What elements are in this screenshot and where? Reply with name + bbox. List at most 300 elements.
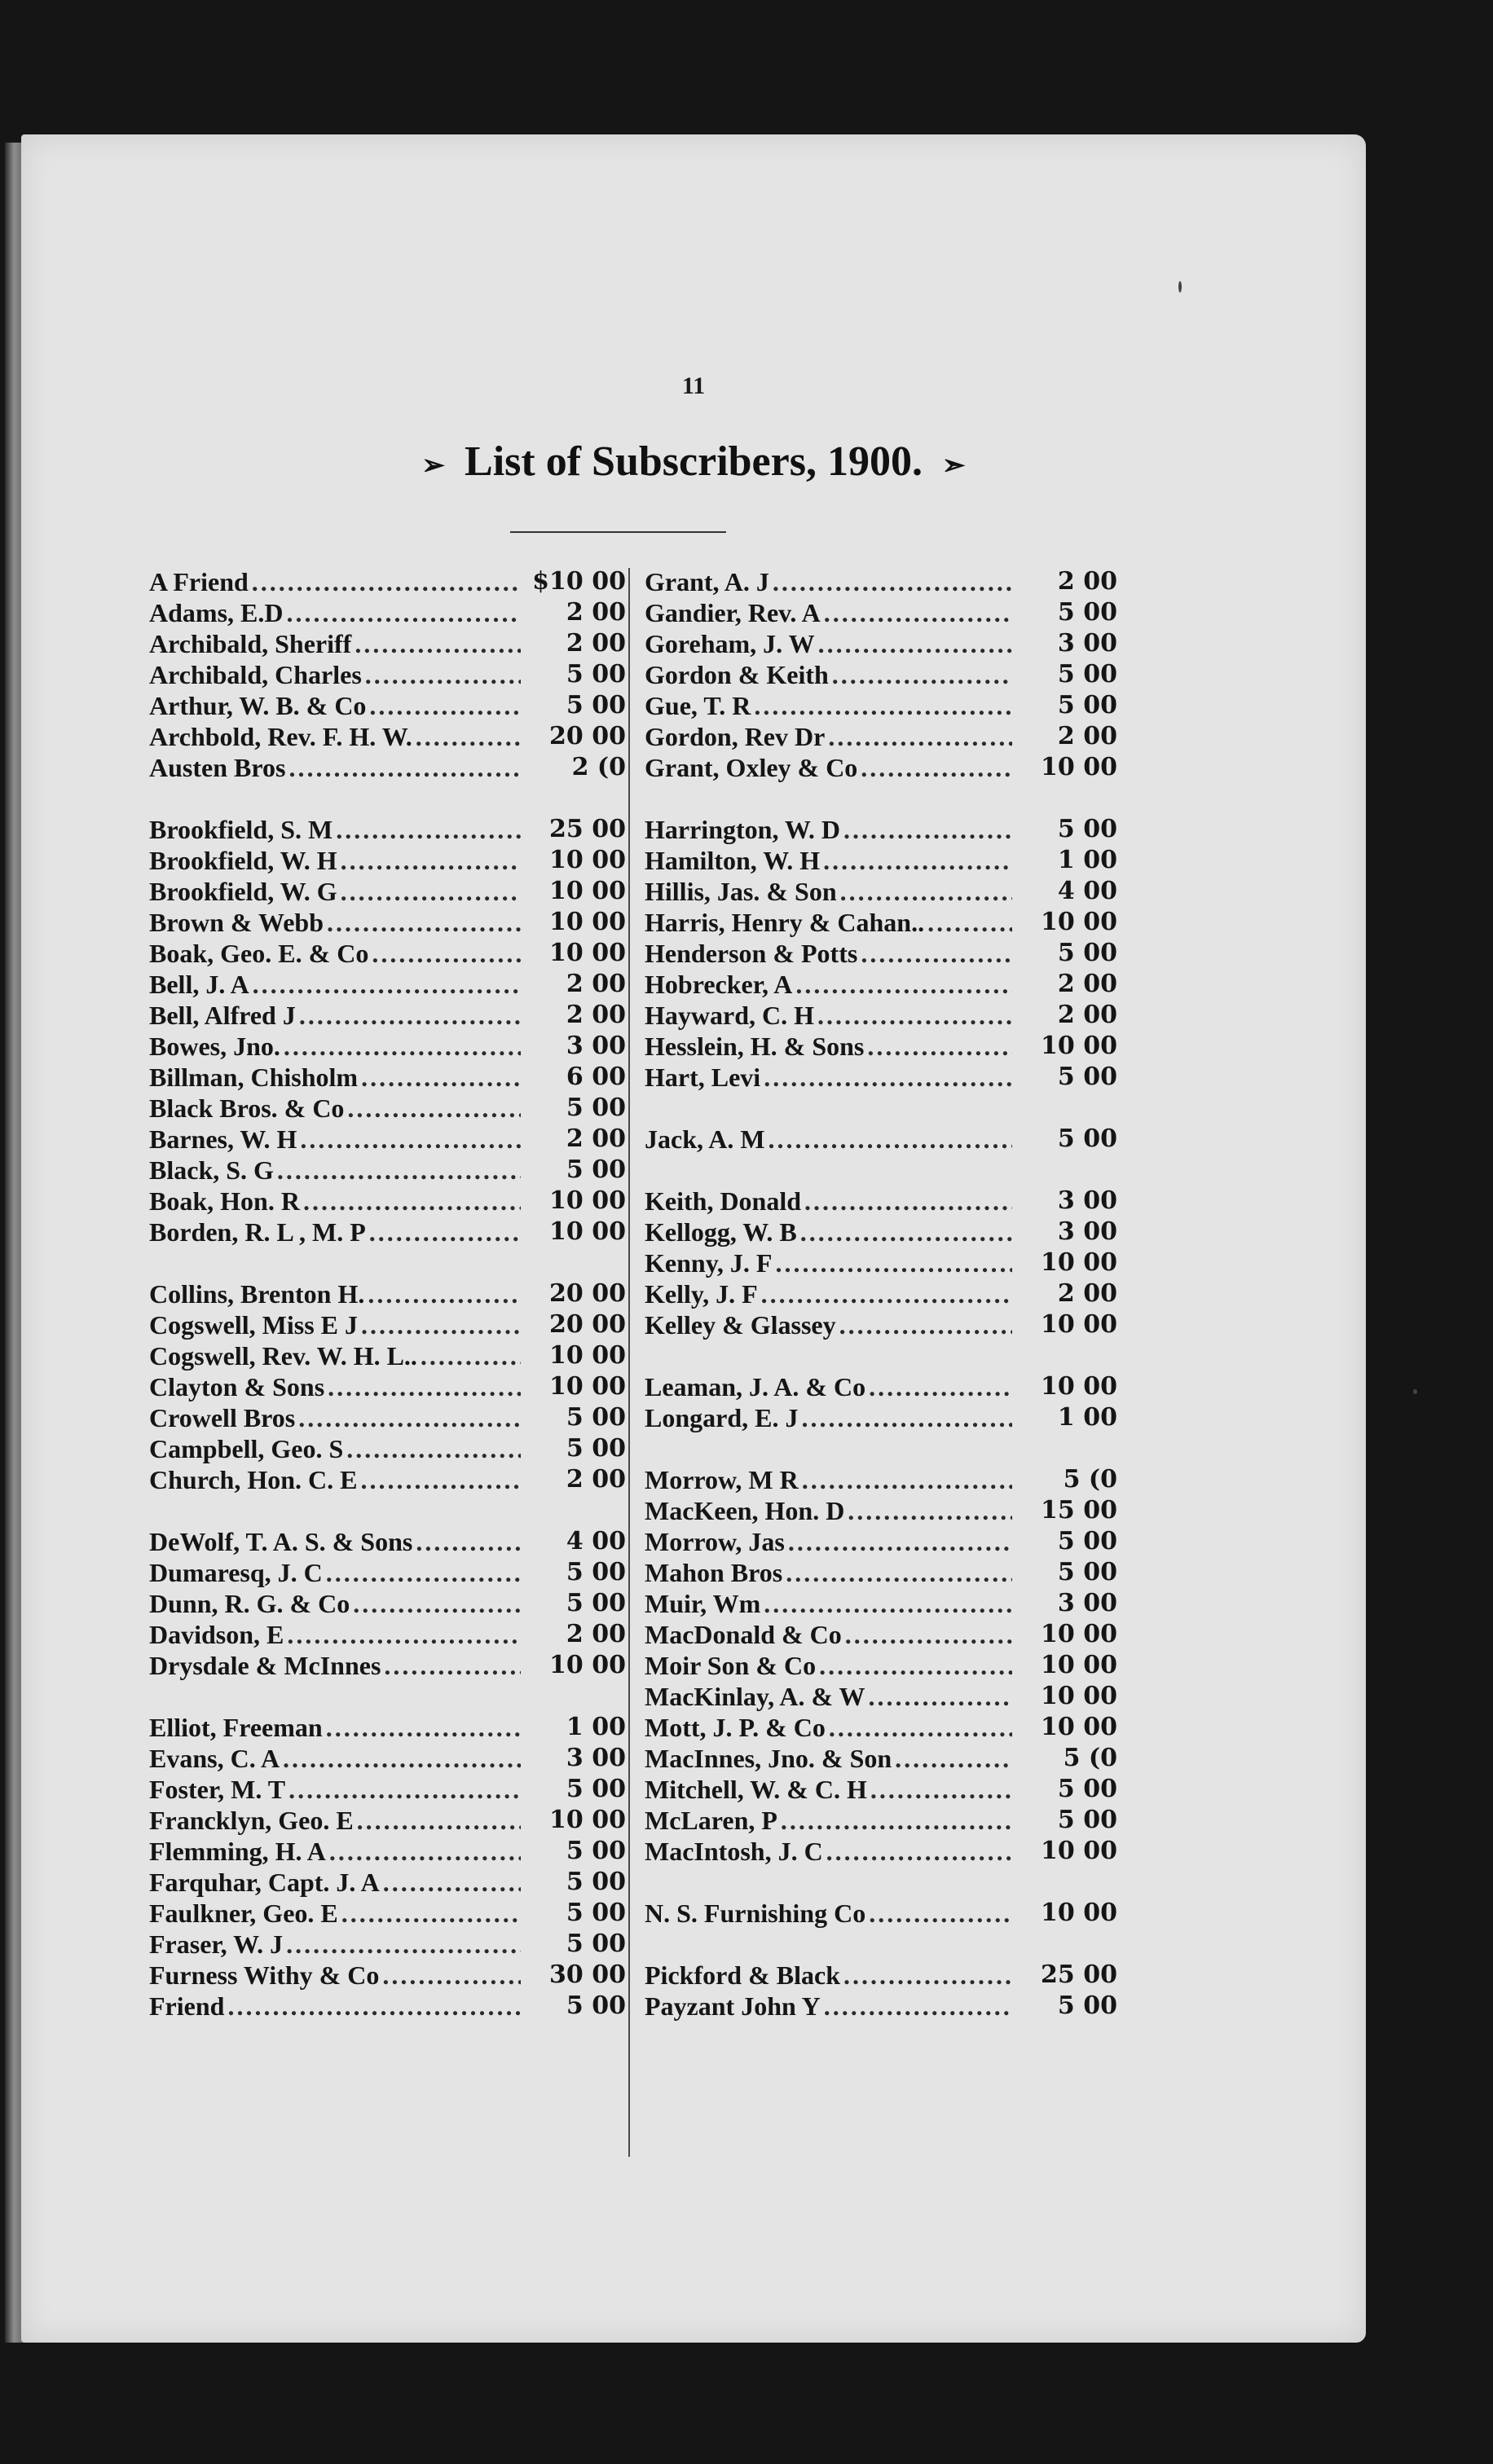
dot-leader <box>288 1774 521 1805</box>
subscriber-row <box>149 1743 626 1774</box>
dot-leader <box>802 1464 1012 1495</box>
subscriber-name: Gordon, Rev Dr <box>645 722 826 751</box>
subscription-amount: 10 00 <box>549 846 626 874</box>
dot-leader <box>283 1743 521 1774</box>
dot-leader <box>843 814 1012 845</box>
dot-leader <box>824 597 1012 628</box>
subscription-amount: 10 00 <box>1041 753 1117 781</box>
dot-leader <box>372 938 521 969</box>
section-gap <box>149 1681 626 1712</box>
subscriber-row <box>149 1526 626 1557</box>
subscription-amount: 5 (0 <box>1063 1465 1117 1494</box>
right-subscriber-column <box>645 566 1117 2022</box>
dot-leader <box>300 1124 521 1155</box>
subscriber-name: Brookfield, W. H <box>149 846 337 875</box>
subscription-amount: 5 00 <box>566 1929 626 1958</box>
subscriber-row <box>645 1898 1117 1929</box>
subscriber-row <box>149 690 626 721</box>
right-ornament: ➣ <box>941 451 966 482</box>
subscription-amount: 10 00 <box>549 1186 626 1215</box>
subscriber-row <box>645 659 1117 690</box>
dot-leader <box>416 1526 521 1557</box>
subscriber-name: Archbold, Rev. F. H. W. <box>149 722 412 751</box>
subscriber-name: Fraser, W. J <box>149 1929 284 1959</box>
subscriber-name: Black Bros. & Co <box>149 1093 345 1123</box>
subscriber-row <box>645 1712 1117 1743</box>
subscriber-row <box>645 752 1117 783</box>
subscriber-name: Davidson, E <box>149 1620 284 1649</box>
dot-leader <box>355 628 521 659</box>
subscriber-name: Flemming, H. A <box>149 1837 326 1866</box>
subscription-amount: 20 00 <box>549 722 626 750</box>
dot-leader <box>357 1805 521 1836</box>
dot-leader <box>303 1186 521 1217</box>
subscription-amount: 1 00 <box>1057 1403 1117 1432</box>
dot-leader <box>819 1650 1012 1681</box>
dot-leader <box>365 659 521 690</box>
subscriber-name: Kenny, J. F <box>645 1248 773 1278</box>
subscription-amount: 5 00 <box>566 1093 626 1122</box>
subscription-amount: 5 00 <box>566 1837 626 1865</box>
subscriber-row <box>149 969 626 1000</box>
dot-leader <box>867 1031 1012 1062</box>
section-gap <box>645 1867 1117 1898</box>
subscriber-name: Faulkner, Geo. E <box>149 1899 338 1928</box>
subscriber-name: Collins, Brenton H. <box>149 1279 365 1309</box>
subscriber-name: Hayward, C. H <box>645 1001 814 1030</box>
subscription-amount: 2 00 <box>1057 567 1117 596</box>
dot-leader <box>764 1588 1012 1619</box>
subscriber-name: Drysdale & McInnes <box>149 1651 381 1680</box>
subscriber-name: Church, Hon. C. E <box>149 1465 358 1494</box>
subscriber-name: Gordon & Keith <box>645 660 829 689</box>
subscriber-row <box>645 1309 1117 1340</box>
subscriber-name: Furness Withy & Co <box>149 1960 380 1990</box>
scan-speck <box>1178 281 1182 293</box>
subscriber-row <box>645 1774 1117 1805</box>
dot-leader <box>383 1867 521 1898</box>
subscriber-row <box>149 1898 626 1929</box>
subscriber-name: MacKeen, Hon. D <box>645 1496 845 1525</box>
dot-leader <box>353 1588 521 1619</box>
dot-leader <box>845 1619 1012 1650</box>
subscription-amount: 30 00 <box>549 1960 626 1989</box>
dot-leader <box>754 690 1012 721</box>
subscription-amount: 10 00 <box>1041 908 1117 936</box>
subscriber-name: Friend <box>149 1991 225 2021</box>
subscriber-row <box>645 1991 1117 2022</box>
subscriber-row <box>149 1000 626 1031</box>
dot-leader <box>341 876 521 907</box>
dot-leader <box>369 690 521 721</box>
dot-leader <box>824 1991 1012 2022</box>
subscriber-row <box>149 814 626 845</box>
subscriber-name: Clayton & Sons <box>149 1372 325 1401</box>
subscriber-row <box>149 1836 626 1867</box>
dot-leader <box>861 752 1012 783</box>
subscription-amount: 5 00 <box>1057 1527 1117 1555</box>
dot-leader <box>327 907 521 938</box>
subscriber-name: Arthur, W. B. & Co <box>149 691 367 720</box>
subscriber-row <box>645 597 1117 628</box>
subscriber-name: Gue, T. R <box>645 691 751 720</box>
subscription-amount: 2 00 <box>566 629 626 658</box>
subscriber-name: Jack, A. M <box>645 1124 765 1154</box>
dot-leader <box>786 1557 1012 1588</box>
section-gap <box>645 1155 1117 1186</box>
subscriber-name: Moir Son & Co <box>645 1651 817 1680</box>
subscription-amount: 2 00 <box>566 1620 626 1648</box>
subscriber-row <box>645 1619 1117 1650</box>
dot-leader <box>326 1557 521 1588</box>
left-ornament: ➢ <box>421 451 446 482</box>
subscriber-name: Brookfield, S. M <box>149 815 333 844</box>
dot-leader <box>927 907 1012 938</box>
subscriber-row <box>645 1062 1117 1093</box>
subscription-amount: 2 00 <box>1057 1001 1117 1029</box>
subscriber-row <box>645 845 1117 876</box>
subscriber-name: Harris, Henry & Cahan.. <box>645 908 925 937</box>
dot-leader <box>775 1247 1012 1278</box>
page-title: List of Subscribers, 1900. <box>465 438 923 485</box>
subscriber-name: Dumaresq, J. C <box>149 1558 323 1587</box>
subscriber-name: Hillis, Jas. & Son <box>645 877 837 906</box>
page-title-line <box>21 438 1366 486</box>
subscriber-row <box>149 1309 626 1340</box>
subscriber-name: Mitchell, W. & C. H <box>645 1775 867 1804</box>
dot-leader <box>277 1155 521 1186</box>
subscription-amount: 5 00 <box>1057 1063 1117 1091</box>
subscriber-row <box>645 1464 1117 1495</box>
dot-leader <box>253 969 521 1000</box>
subscriber-name: MacDonald & Co <box>645 1620 842 1649</box>
subscriber-name: Kelly, J. F <box>645 1279 758 1309</box>
subscriber-row <box>149 566 626 597</box>
subscription-amount: 2 (0 <box>571 753 626 781</box>
dot-leader <box>288 752 521 783</box>
subscriber-name: N. S. Furnishing Co <box>645 1899 866 1928</box>
subscription-amount: 3 00 <box>566 1032 626 1060</box>
subscription-amount: 2 00 <box>1057 970 1117 998</box>
subscription-amount: 2 00 <box>566 598 626 627</box>
subscriber-row <box>645 1557 1117 1588</box>
subscriber-row <box>645 1495 1117 1526</box>
subscription-amount: 20 00 <box>549 1279 626 1308</box>
subscription-amount: 10 00 <box>549 908 626 936</box>
subscriber-row <box>149 1929 626 1960</box>
section-gap <box>645 1340 1117 1371</box>
subscription-amount: 10 00 <box>549 1806 626 1834</box>
subscription-amount: 5 00 <box>566 1558 626 1586</box>
subscriber-row <box>645 721 1117 752</box>
subscription-amount: 3 00 <box>1057 1589 1117 1617</box>
dot-leader <box>869 1371 1012 1402</box>
scan-speck <box>1413 1389 1417 1394</box>
dot-leader <box>764 1062 1012 1093</box>
subscriber-name: Kellogg, W. B <box>645 1217 797 1247</box>
dot-leader <box>336 814 521 845</box>
subscriber-name: Gandier, Rev. A <box>645 598 821 627</box>
subscription-amount: 5 00 <box>566 1775 626 1803</box>
subscriber-name: Harrington, W. D <box>645 815 841 844</box>
subscriber-name: Austen Bros <box>149 753 286 782</box>
subscriber-name: Brown & Webb <box>149 908 324 937</box>
subscription-amount: 3 00 <box>1057 1217 1117 1246</box>
subscription-amount: 10 00 <box>549 1217 626 1246</box>
subscriber-row <box>645 969 1117 1000</box>
subscriber-name: Campbell, Geo. S <box>149 1434 344 1463</box>
subscription-amount: 10 00 <box>1041 1620 1117 1648</box>
subscriber-row <box>645 1805 1117 1836</box>
dot-leader <box>804 1186 1012 1217</box>
subscriber-name: Hamilton, W. H <box>645 846 821 875</box>
subscription-amount: 10 00 <box>549 1372 626 1401</box>
subscriber-name: Muir, Wm <box>645 1589 761 1618</box>
page-number: 11 <box>681 372 706 399</box>
section-gap <box>645 1929 1117 1960</box>
subscriber-name: Goreham, J. W <box>645 629 815 658</box>
subscriber-row <box>149 1402 626 1433</box>
subscription-amount: 5 00 <box>566 691 626 719</box>
subscriber-name: Leaman, J. A. & Co <box>645 1372 866 1401</box>
dot-leader <box>361 1309 521 1340</box>
section-gap <box>149 1495 626 1526</box>
subscriber-name: Foster, M. T <box>149 1775 286 1804</box>
subscriber-name: Keith, Donald <box>645 1186 802 1216</box>
dot-leader <box>369 1217 521 1247</box>
subscriber-row <box>645 1278 1117 1309</box>
dot-leader <box>329 1836 521 1867</box>
dot-leader <box>829 1712 1012 1743</box>
subscriber-row <box>149 1186 626 1217</box>
subscriber-name: Bell, J. A <box>149 970 249 999</box>
subscriber-name: Morrow, M R <box>645 1465 799 1494</box>
dot-leader <box>416 721 521 752</box>
subscriber-row <box>149 876 626 907</box>
subscriber-row <box>149 597 626 628</box>
dot-leader <box>848 1495 1012 1526</box>
dot-leader <box>826 1836 1012 1867</box>
subscription-amount: 10 00 <box>1041 1248 1117 1277</box>
subscription-amount: 2 00 <box>566 1001 626 1029</box>
dot-leader <box>347 1093 521 1124</box>
subscription-amount: 5 00 <box>1057 1806 1117 1834</box>
subscriber-row <box>149 1062 626 1093</box>
subscriber-row <box>149 1588 626 1619</box>
dot-leader <box>761 1278 1012 1309</box>
subscription-amount: 10 00 <box>1041 1713 1117 1741</box>
dot-leader <box>769 1124 1012 1155</box>
dot-leader <box>870 1774 1012 1805</box>
subscriber-name: McLaren, P <box>645 1806 777 1835</box>
subscriber-row <box>645 1031 1117 1062</box>
subscription-amount: 2 00 <box>1057 722 1117 750</box>
dot-leader <box>286 597 521 628</box>
subscriber-row <box>149 1155 626 1186</box>
subscription-amount: 5 00 <box>566 1434 626 1463</box>
subscription-amount: 4 00 <box>1057 877 1117 905</box>
subscription-amount: $10 00 <box>532 567 626 596</box>
subscriber-name: Bell, Alfred J <box>149 1001 296 1030</box>
dot-leader <box>421 1340 521 1371</box>
dot-leader <box>823 845 1012 876</box>
subscriber-row <box>645 628 1117 659</box>
subscriber-name: Boak, Hon. R <box>149 1186 300 1216</box>
subscriber-row <box>149 1464 626 1495</box>
subscriber-row <box>645 690 1117 721</box>
subscriber-row <box>149 1278 626 1309</box>
subscription-amount: 10 00 <box>1041 1837 1117 1865</box>
subscriber-row <box>149 1093 626 1124</box>
subscription-amount: 10 00 <box>1041 1310 1117 1339</box>
subscriber-row <box>645 1650 1117 1681</box>
subscriber-row <box>149 1031 626 1062</box>
subscription-amount: 3 00 <box>1057 629 1117 658</box>
subscriber-name: Crowell Bros <box>149 1403 296 1432</box>
subscriber-row <box>149 1371 626 1402</box>
subscriber-name: Borden, R. L , M. P <box>149 1217 366 1247</box>
subscription-amount: 10 00 <box>1041 1682 1117 1710</box>
subscriber-name: Grant, A. J <box>645 567 769 596</box>
subscriber-row <box>645 1186 1117 1217</box>
subscriber-row <box>149 628 626 659</box>
dot-leader <box>341 845 521 876</box>
subscription-amount: 5 00 <box>566 1868 626 1896</box>
subscriber-name: MacKinlay, A. & W <box>645 1682 865 1711</box>
dot-leader <box>788 1526 1012 1557</box>
subscription-amount: 6 00 <box>566 1063 626 1091</box>
subscriber-row <box>149 1805 626 1836</box>
subscriber-row <box>645 814 1117 845</box>
dot-leader <box>361 1062 521 1093</box>
dot-leader <box>284 1031 521 1062</box>
subscriber-row <box>645 1247 1117 1278</box>
subscriber-row <box>645 1588 1117 1619</box>
subscriber-name: Farquhar, Capt. J. A <box>149 1868 380 1897</box>
section-gap <box>645 783 1117 814</box>
subscriber-row <box>149 938 626 969</box>
subscriber-row <box>645 1836 1117 1867</box>
subscriber-name: MacIntosh, J. C <box>645 1837 823 1866</box>
subscriber-name: Morrow, Jas <box>645 1527 785 1556</box>
subscriber-name: Archibald, Sheriff <box>149 629 352 658</box>
section-gap <box>149 1247 626 1278</box>
subscription-amount: 15 00 <box>1041 1496 1117 1525</box>
subscriber-row <box>149 1557 626 1588</box>
subscription-amount: 1 00 <box>566 1713 626 1741</box>
subscriber-row <box>149 1650 626 1681</box>
subscriber-name: Billman, Chisholm <box>149 1063 359 1092</box>
subscriber-row <box>149 907 626 938</box>
dot-leader <box>298 1402 521 1433</box>
subscription-amount: 5 00 <box>566 660 626 689</box>
subscriber-row <box>149 1712 626 1743</box>
subscription-amount: 25 00 <box>1041 1960 1117 1989</box>
subscription-amount: 5 00 <box>566 1403 626 1432</box>
subscription-amount: 5 00 <box>566 1589 626 1617</box>
subscriber-row <box>645 566 1117 597</box>
subscription-amount: 5 00 <box>1057 1124 1117 1153</box>
subscriber-row <box>149 1774 626 1805</box>
subscriber-name: Grant, Oxley & Co <box>645 753 858 782</box>
subscriber-row <box>149 1619 626 1650</box>
subscription-amount: 2 00 <box>566 1124 626 1153</box>
dot-leader <box>773 566 1012 597</box>
subscriber-row <box>645 1526 1117 1557</box>
subscriber-name: Francklyn, Geo. E <box>149 1806 354 1835</box>
section-gap <box>645 1433 1117 1464</box>
section-gap <box>149 783 626 814</box>
subscription-amount: 2 00 <box>566 970 626 998</box>
subscriber-name: Barnes, W. H <box>149 1124 297 1154</box>
dot-leader <box>368 1278 521 1309</box>
subscription-amount: 10 00 <box>549 1341 626 1370</box>
dot-leader <box>384 1650 521 1681</box>
subscriber-name: Hesslein, H. & Sons <box>645 1032 865 1061</box>
dot-leader <box>227 1991 521 2022</box>
dot-leader <box>832 659 1012 690</box>
subscription-amount: 5 00 <box>1057 691 1117 719</box>
subscriber-name: Archibald, Charles <box>149 660 362 689</box>
subscriber-row <box>149 1991 626 2022</box>
subscription-amount: 25 00 <box>549 815 626 843</box>
column-divider <box>628 568 630 2157</box>
section-gap <box>645 1093 1117 1124</box>
subscriber-row <box>645 1743 1117 1774</box>
subscription-amount: 3 00 <box>566 1744 626 1772</box>
subscriber-name: Hart, Levi <box>645 1063 761 1092</box>
subscriber-name: DeWolf, T. A. S. & Sons <box>149 1527 413 1556</box>
document-page <box>21 134 1366 2343</box>
dot-leader <box>326 1712 521 1743</box>
subscriber-name: Evans, C. A <box>149 1744 280 1773</box>
subscriber-name: MacInnes, Jno. & Son <box>645 1744 892 1773</box>
dot-leader <box>869 1898 1012 1929</box>
subscriber-name: Bowes, Jno. <box>149 1032 280 1061</box>
subscriber-row <box>645 938 1117 969</box>
dot-leader <box>895 1743 1012 1774</box>
subscriber-row <box>645 1371 1117 1402</box>
dot-leader <box>839 1309 1012 1340</box>
subscriber-row <box>645 1217 1117 1247</box>
subscription-amount: 10 00 <box>549 1651 626 1679</box>
subscription-amount: 5 00 <box>1057 660 1117 689</box>
subscriber-name: Kelley & Glassey <box>645 1310 836 1340</box>
subscription-amount: 5 00 <box>1057 1775 1117 1803</box>
subscription-amount: 5 00 <box>566 1155 626 1184</box>
subscriber-name: Elliot, Freeman <box>149 1713 323 1742</box>
subscriber-row <box>645 876 1117 907</box>
subscriber-row <box>149 1867 626 1898</box>
dot-leader <box>346 1433 521 1464</box>
subscription-amount: 5 00 <box>1057 815 1117 843</box>
subscriber-row <box>645 1681 1117 1712</box>
subscriber-row <box>149 1433 626 1464</box>
dot-leader <box>828 721 1012 752</box>
dot-leader <box>781 1805 1012 1836</box>
dot-leader <box>843 1960 1012 1991</box>
subscriber-row <box>645 1000 1117 1031</box>
subscription-amount: 10 00 <box>1041 1651 1117 1679</box>
subscriber-name: Brookfield, W. G <box>149 877 337 906</box>
subscriber-row <box>149 845 626 876</box>
subscriber-row <box>645 1402 1117 1433</box>
subscriber-row <box>645 907 1117 938</box>
subscriber-row <box>149 721 626 752</box>
dot-leader <box>818 628 1012 659</box>
subscriber-row <box>149 659 626 690</box>
subscriber-name: Dunn, R. G. & Co <box>149 1589 350 1618</box>
